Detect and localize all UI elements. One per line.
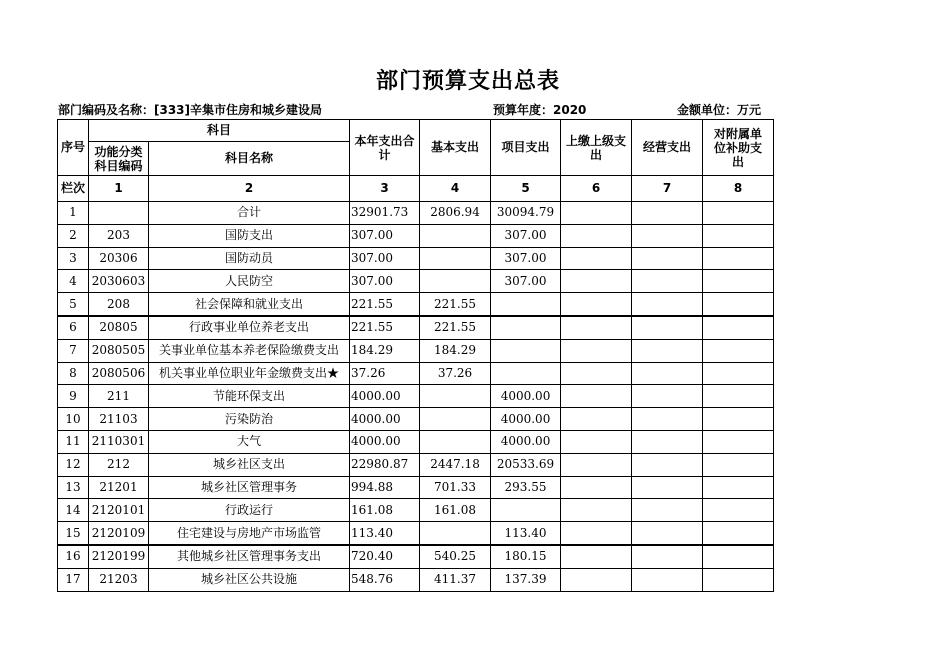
cell-seq: 1 (58, 202, 89, 225)
cell-business (632, 476, 703, 499)
cell-project: 137.39 (491, 568, 561, 591)
cell-project: 113.40 (491, 522, 561, 545)
cell-basic (420, 430, 491, 453)
cell-subsidy (703, 568, 774, 591)
cell-seq: 5 (58, 293, 89, 316)
cell-upper (561, 522, 632, 545)
table-row (58, 545, 774, 568)
page-title: 部门预算支出总表 (375, 69, 560, 94)
cell-func-code: 21201 (89, 476, 149, 499)
cell-subject-name: 人民防空 (149, 270, 350, 293)
cell-basic: 221.55 (420, 293, 491, 316)
cell-func-code: 208 (89, 293, 149, 316)
cell-basic (420, 408, 491, 431)
cell-seq: 14 (58, 499, 89, 522)
cell-business (632, 568, 703, 591)
cell-seq: 7 (58, 339, 89, 362)
cell-project (491, 362, 561, 385)
cell-seq: 16 (58, 545, 89, 568)
cell-subsidy (703, 293, 774, 316)
header-basic: 基本支出 (420, 120, 491, 176)
cell-subject-name: 合计 (149, 202, 350, 225)
cell-func-code: 212 (89, 453, 149, 476)
cell-upper (561, 202, 632, 225)
cell-upper (561, 316, 632, 339)
cell-business (632, 430, 703, 453)
amount-unit-label: 金额单位：万元 (677, 103, 762, 117)
cell-seq: 12 (58, 453, 89, 476)
header-business: 经营支出 (632, 120, 703, 176)
cell-subject-name: 污染防治 (149, 408, 350, 431)
cell-total: 4000.00 (350, 385, 420, 408)
cell-project: 20533.69 (491, 453, 561, 476)
header-subject-name: 科目名称 (149, 142, 350, 176)
cell-upper (561, 224, 632, 247)
cell-subject-name: 国防动员 (149, 247, 350, 270)
cell-subject-name: 节能环保支出 (149, 385, 350, 408)
cell-subject-name: 城乡社区支出 (149, 453, 350, 476)
cell-upper (561, 270, 632, 293)
cell-func-code: 2120109 (89, 522, 149, 545)
table-row (58, 385, 774, 408)
header-column-label: 栏次 (58, 176, 89, 202)
cell-total: 4000.00 (350, 408, 420, 431)
col-num: 4 (420, 176, 491, 202)
header-subject-group: 科目 (89, 120, 350, 142)
cell-project (491, 316, 561, 339)
cell-total: 307.00 (350, 247, 420, 270)
cell-subject-name: 大气 (149, 430, 350, 453)
col-num: 5 (491, 176, 561, 202)
cell-basic (420, 270, 491, 293)
cell-total: 113.40 (350, 522, 420, 545)
cell-business (632, 224, 703, 247)
cell-basic: 411.37 (420, 568, 491, 591)
budget-expenditure-table (57, 119, 774, 592)
cell-func-code: 211 (89, 385, 149, 408)
cell-total: 37.26 (350, 362, 420, 385)
cell-project (491, 293, 561, 316)
cell-business (632, 545, 703, 568)
cell-upper (561, 430, 632, 453)
cell-business (632, 270, 703, 293)
cell-project: 307.00 (491, 247, 561, 270)
cell-func-code: 2080506 (89, 362, 149, 385)
cell-business (632, 293, 703, 316)
col-num: 1 (89, 176, 149, 202)
cell-subsidy (703, 224, 774, 247)
cell-basic (420, 247, 491, 270)
cell-subsidy (703, 453, 774, 476)
cell-total: 548.76 (350, 568, 420, 591)
cell-upper (561, 453, 632, 476)
header-seq: 序号 (58, 120, 89, 176)
cell-total: 4000.00 (350, 430, 420, 453)
cell-func-code: 21103 (89, 408, 149, 431)
cell-seq: 13 (58, 476, 89, 499)
cell-project (491, 339, 561, 362)
cell-subject-name: 社会保障和就业支出 (149, 293, 350, 316)
cell-basic: 2806.94 (420, 202, 491, 225)
cell-basic: 161.08 (420, 499, 491, 522)
cell-total: 720.40 (350, 545, 420, 568)
cell-total: 22980.87 (350, 453, 420, 476)
cell-business (632, 453, 703, 476)
cell-upper (561, 499, 632, 522)
header-func-code: 功能分类科目编码 (89, 142, 149, 176)
cell-subsidy (703, 362, 774, 385)
table-row (58, 568, 774, 591)
cell-total: 994.88 (350, 476, 420, 499)
header-subsidy: 对附属单位补助支出 (703, 120, 774, 176)
col-num: 6 (561, 176, 632, 202)
cell-subsidy (703, 316, 774, 339)
cell-subsidy (703, 408, 774, 431)
cell-seq: 6 (58, 316, 89, 339)
cell-business (632, 385, 703, 408)
cell-subsidy (703, 476, 774, 499)
table-row (58, 408, 774, 431)
cell-project: 30094.79 (491, 202, 561, 225)
cell-total: 221.55 (350, 293, 420, 316)
cell-subsidy (703, 385, 774, 408)
cell-business (632, 339, 703, 362)
cell-upper (561, 476, 632, 499)
cell-upper (561, 385, 632, 408)
cell-upper (561, 362, 632, 385)
table-row (58, 499, 774, 522)
cell-func-code: 203 (89, 224, 149, 247)
cell-total: 32901.73 (350, 202, 420, 225)
col-num: 8 (703, 176, 774, 202)
table-row (58, 316, 774, 339)
cell-upper (561, 568, 632, 591)
cell-func-code: 21203 (89, 568, 149, 591)
cell-project: 307.00 (491, 224, 561, 247)
cell-subsidy (703, 339, 774, 362)
table-row (58, 430, 774, 453)
cell-total: 184.29 (350, 339, 420, 362)
cell-total: 161.08 (350, 499, 420, 522)
cell-func-code: 2030603 (89, 270, 149, 293)
cell-business (632, 202, 703, 225)
cell-upper (561, 339, 632, 362)
cell-basic: 2447.18 (420, 453, 491, 476)
cell-upper (561, 408, 632, 431)
cell-upper (561, 293, 632, 316)
table-row (58, 522, 774, 545)
cell-subsidy (703, 545, 774, 568)
cell-subject-name: 城乡社区管理事务 (149, 476, 350, 499)
cell-basic (420, 385, 491, 408)
table-row (58, 270, 774, 293)
cell-subject-name: 关事业单位基本养老保险缴费支出 (149, 339, 350, 362)
cell-seq: 17 (58, 568, 89, 591)
cell-seq: 9 (58, 385, 89, 408)
table-row (58, 293, 774, 316)
cell-subject-name: 城乡社区公共设施 (149, 568, 350, 591)
cell-subject-name: 机关事业单位职业年金缴费支出★ (149, 362, 350, 385)
cell-business (632, 499, 703, 522)
cell-total: 221.55 (350, 316, 420, 339)
department-label: 部门编码及名称：[333]辛集市住房和城乡建设局 (58, 103, 323, 117)
cell-func-code: 20805 (89, 316, 149, 339)
cell-func-code: 20306 (89, 247, 149, 270)
cell-basic: 37.26 (420, 362, 491, 385)
table-row (58, 453, 774, 476)
cell-func-code: 2120101 (89, 499, 149, 522)
cell-upper (561, 545, 632, 568)
table-row (58, 247, 774, 270)
cell-seq: 8 (58, 362, 89, 385)
cell-subject-name: 行政事业单位养老支出 (149, 316, 350, 339)
col-num: 3 (350, 176, 420, 202)
cell-total: 307.00 (350, 224, 420, 247)
cell-project: 4000.00 (491, 408, 561, 431)
cell-subsidy (703, 430, 774, 453)
cell-seq: 3 (58, 247, 89, 270)
cell-seq: 4 (58, 270, 89, 293)
cell-seq: 10 (58, 408, 89, 431)
header-total: 本年支出合计 (350, 120, 420, 176)
table-row (58, 339, 774, 362)
cell-basic: 701.33 (420, 476, 491, 499)
table-row (58, 202, 774, 225)
cell-upper (561, 247, 632, 270)
cell-func-code: 2120199 (89, 545, 149, 568)
cell-business (632, 316, 703, 339)
col-num: 7 (632, 176, 703, 202)
cell-subsidy (703, 270, 774, 293)
table-row (58, 362, 774, 385)
cell-total: 307.00 (350, 270, 420, 293)
cell-func-code: 2080505 (89, 339, 149, 362)
cell-subsidy (703, 499, 774, 522)
col-num: 2 (149, 176, 350, 202)
cell-project: 293.55 (491, 476, 561, 499)
cell-func-code (89, 202, 149, 225)
table-row (58, 224, 774, 247)
cell-basic: 540.25 (420, 545, 491, 568)
cell-basic: 221.55 (420, 316, 491, 339)
cell-business (632, 522, 703, 545)
table-row (58, 476, 774, 499)
cell-seq: 2 (58, 224, 89, 247)
cell-seq: 11 (58, 430, 89, 453)
cell-subject-name: 住宅建设与房地产市场监管 (149, 522, 350, 545)
cell-subject-name: 其他城乡社区管理事务支出 (149, 545, 350, 568)
cell-project (491, 499, 561, 522)
cell-business (632, 408, 703, 431)
cell-subsidy (703, 522, 774, 545)
cell-basic (420, 224, 491, 247)
budget-year-label: 预算年度：2020 (493, 103, 587, 117)
cell-project: 4000.00 (491, 385, 561, 408)
cell-func-code: 2110301 (89, 430, 149, 453)
cell-subsidy (703, 202, 774, 225)
cell-project: 4000.00 (491, 430, 561, 453)
cell-basic: 184.29 (420, 339, 491, 362)
cell-seq: 15 (58, 522, 89, 545)
cell-business (632, 247, 703, 270)
cell-subject-name: 行政运行 (149, 499, 350, 522)
header-project: 项目支出 (491, 120, 561, 176)
cell-business (632, 362, 703, 385)
cell-basic (420, 522, 491, 545)
header-upper: 上缴上级支出 (561, 120, 632, 176)
cell-subsidy (703, 247, 774, 270)
cell-project: 307.00 (491, 270, 561, 293)
cell-subject-name: 国防支出 (149, 224, 350, 247)
cell-project: 180.15 (491, 545, 561, 568)
